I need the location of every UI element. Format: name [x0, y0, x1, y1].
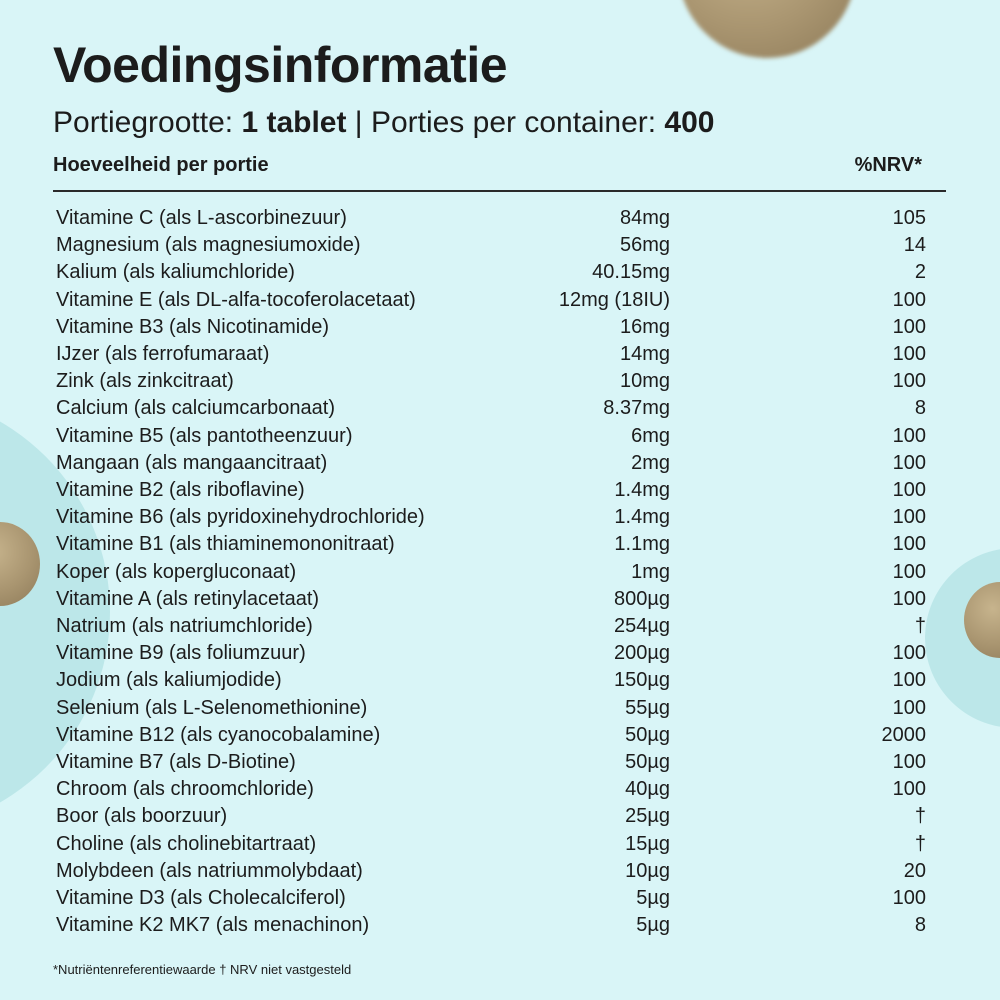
table-row	[56, 858, 926, 884]
nutrient-amount: 5µg	[636, 887, 670, 909]
serving-size-label: Portiegrootte:	[53, 106, 242, 139]
table-row	[56, 205, 926, 231]
nutrient-nrv: 100	[892, 696, 926, 719]
nutrient-nrv: 100	[892, 587, 926, 610]
serving-info	[53, 106, 714, 140]
serving-separator: |	[346, 106, 371, 139]
table-row	[56, 613, 926, 639]
nutrient-name: Vitamine D3 (als Cholecalciferol)	[56, 887, 346, 909]
nutrient-amount: 25µg	[625, 805, 670, 828]
table-row	[56, 586, 926, 612]
nutrient-name: Magnesium (als magnesiumoxide)	[56, 234, 361, 257]
nutrient-name: Molybdeen (als natriummolybdaat)	[56, 859, 363, 882]
serving-size-value: 1 tablet	[241, 106, 347, 139]
nutrient-nrv: 20	[903, 859, 926, 882]
tablet-image-top	[678, 0, 856, 58]
header-divider	[53, 190, 946, 192]
nutrient-amount: 200µg	[613, 642, 670, 665]
table-row	[56, 559, 926, 585]
nutrient-name: Vitamine B2 (als riboflavine)	[56, 479, 305, 501]
table-row	[56, 423, 926, 449]
nutrient-nrv: 100	[892, 506, 926, 529]
nutrient-name: Natrium (als natriumchloride)	[56, 615, 313, 637]
nutrient-name: Vitamine B3 (als Nicotinamide)	[56, 315, 330, 338]
nutrient-name: Vitamine B12 (als cyanocobalamine)	[56, 723, 381, 746]
nutrient-name: Boor (als boorzuur)	[56, 805, 228, 828]
servings-per-container-value: 400	[664, 106, 715, 139]
nutrient-amount: 5µg	[636, 914, 670, 937]
nutrient-amount: 40.15mg	[592, 261, 670, 284]
nutrient-amount: 50µg	[625, 723, 670, 746]
nutrient-nrv: 8	[914, 397, 926, 420]
nutrient-amount: 50µg	[625, 751, 670, 773]
nutrient-name: Koper (als kopergluconaat)	[56, 560, 297, 583]
nutrient-amount: 254µg	[613, 615, 670, 637]
nutrient-nrv: 100	[892, 642, 926, 665]
nutrient-name: IJzer (als ferrofumaraat)	[56, 343, 270, 365]
nutrient-amount: 8.37mg	[603, 397, 670, 420]
table-row	[56, 667, 926, 693]
nutrient-name: Kalium (als kaliumchloride)	[56, 261, 295, 284]
table-row	[56, 885, 926, 911]
nutrient-name: Vitamine B1 (als thiaminemononitraat)	[56, 533, 395, 556]
table-row	[56, 477, 926, 503]
nutrient-amount: 2mg	[631, 451, 670, 474]
table-row	[56, 314, 926, 340]
nutrient-nrv: 2000	[881, 723, 926, 746]
nutrient-name: Vitamine B7 (als D-Biotine)	[56, 751, 296, 773]
nutrient-amount: 6mg	[631, 424, 670, 447]
page-title: Voedingsinformatie	[53, 37, 508, 93]
nutrient-nrv: 100	[892, 451, 926, 474]
nutrient-name: Vitamine K2 MK7 (als menachinon)	[56, 914, 370, 937]
nutrient-amount: 16mg	[619, 315, 670, 338]
nutrient-nrv: 105	[892, 207, 926, 229]
nutrient-amount: 10mg	[619, 370, 670, 393]
nutrient-amount: 55µg	[625, 696, 670, 719]
nutrient-amount: 150µg	[613, 669, 670, 692]
nutrient-name: Vitamine B9 (als foliumzuur)	[56, 642, 306, 665]
table-row	[56, 450, 926, 476]
table-row	[56, 776, 926, 802]
table-row	[56, 395, 926, 421]
nutrient-nrv: 100	[892, 533, 926, 556]
table-row	[56, 232, 926, 258]
table-row	[56, 341, 926, 367]
nutrient-name: Vitamine A (als retinylacetaat)	[56, 587, 320, 610]
nutrient-nrv: 2	[914, 261, 926, 284]
table-row	[56, 504, 926, 530]
table-row	[56, 803, 926, 829]
nutrient-amount: 1.4mg	[614, 506, 670, 529]
nutrient-amount: 12mg (18IU)	[558, 288, 670, 311]
nutrient-amount: 10µg	[625, 859, 670, 882]
table-row	[56, 912, 926, 938]
nutrient-nrv: 100	[892, 424, 926, 447]
nutrient-name: Vitamine B5 (als pantotheenzuur)	[56, 424, 353, 447]
table-header	[53, 154, 926, 177]
nutrient-amount: 84mg	[619, 207, 670, 229]
nutrient-name: Zink (als zinkcitraat)	[56, 370, 234, 393]
servings-per-container-label: Porties per container:	[370, 106, 665, 139]
nutrient-nrv: 100	[892, 343, 926, 365]
nutrient-name: Vitamine C (als L-ascorbinezuur)	[56, 207, 347, 229]
nutrient-name: Calcium (als calciumcarbonaat)	[56, 397, 335, 420]
nutrient-amount: 40µg	[625, 778, 670, 801]
nutrient-nrv: †	[914, 805, 926, 828]
table-row	[56, 831, 926, 857]
nutrient-nrv: 100	[892, 370, 926, 393]
nrv-header: %NRV*	[854, 154, 922, 176]
nutrient-nrv: 100	[892, 560, 926, 583]
nutrient-nrv: 100	[892, 778, 926, 801]
table-row	[56, 640, 926, 666]
amount-per-serving-header: Hoeveelheid per portie	[53, 154, 269, 176]
nutrient-nrv: 100	[892, 288, 926, 311]
nutrient-nrv: †	[914, 832, 926, 855]
nutrient-name: Choline (als cholinebitartraat)	[56, 832, 317, 855]
nutrient-nrv: 100	[892, 315, 926, 338]
nutrient-nrv: 100	[892, 669, 926, 692]
table-row	[56, 531, 926, 557]
nutrient-name: Vitamine B6 (als pyridoxinehydrochloride)	[56, 506, 425, 529]
nutrient-amount: 800µg	[613, 587, 670, 610]
table-row	[56, 368, 926, 394]
nutrient-name: Chroom (als chroomchloride)	[56, 778, 314, 801]
nutrient-name: Vitamine E (als DL-alfa-tocoferolacetaat)	[56, 288, 416, 311]
nutrient-amount: 1.4mg	[614, 479, 670, 501]
nutrient-amount: 1mg	[631, 560, 670, 583]
nutrient-name: Mangaan (als mangaancitraat)	[56, 451, 328, 474]
table-row	[56, 259, 926, 285]
table-row	[56, 722, 926, 748]
nutrient-nrv: 8	[914, 914, 926, 937]
table-row	[56, 749, 926, 775]
nutrient-amount: 1.1mg	[614, 533, 670, 556]
nutrient-name: Jodium (als kaliumjodide)	[56, 669, 282, 692]
nutrient-name: Selenium (als L-Selenomethionine)	[56, 696, 368, 719]
nutrient-nrv: 100	[892, 887, 926, 909]
table-row	[56, 695, 926, 721]
nutrient-amount: 15µg	[625, 832, 670, 855]
nutrient-nrv: 100	[892, 479, 926, 501]
nutrient-amount: 14mg	[619, 343, 670, 365]
table-row	[56, 287, 926, 313]
nutrient-nrv: 100	[892, 751, 926, 773]
footnote: *Nutriëntenreferentiewaarde † NRV niet vastgesteld	[53, 962, 352, 977]
nutrient-nrv: †	[914, 615, 926, 637]
nutrient-amount: 56mg	[619, 234, 670, 257]
nutrient-nrv: 14	[903, 234, 926, 257]
